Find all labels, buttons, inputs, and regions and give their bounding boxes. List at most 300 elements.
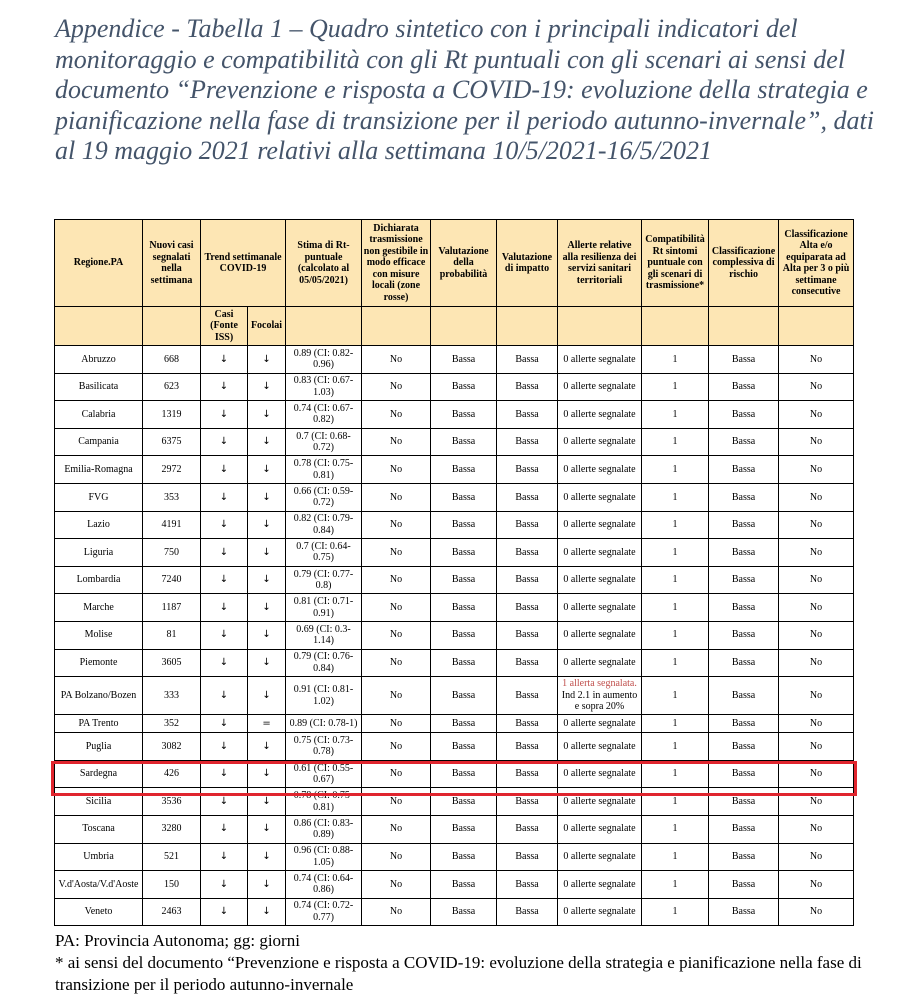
table-row [55, 733, 854, 761]
cell-impatto: Bassa [497, 843, 558, 871]
cell-rt: 0.74 (CI: 0.64-0.86) [286, 871, 362, 899]
arrow-down-icon: ↓ [248, 649, 286, 677]
arrow-down-icon: ↓ [248, 456, 286, 484]
cell-probabilita: Bassa [431, 649, 497, 677]
arrow-down-icon: ↓ [201, 401, 248, 429]
cell-classificazione: Bassa [709, 401, 779, 429]
cell-impatto: Bassa [497, 871, 558, 899]
cell-rt: 0.83 (CI: 0.67-1.03) [286, 373, 362, 401]
cell-dichiarata: No [362, 566, 431, 594]
cell-regione: Marche [55, 594, 143, 622]
cell-impatto: Bassa [497, 511, 558, 539]
cell-dichiarata: No [362, 511, 431, 539]
cell-rt: 0.91 (CI: 0.81-1.02) [286, 677, 362, 715]
cell-compatibilita: 1 [642, 715, 709, 733]
arrow-down-icon: ↓ [201, 733, 248, 761]
table-row [55, 815, 854, 843]
cell-probabilita: Bassa [431, 566, 497, 594]
cell-allerte: 0 allerte segnalate [558, 815, 642, 843]
arrow-down-icon: ↓ [248, 539, 286, 567]
cell-casi: 3280 [143, 815, 201, 843]
cell-allerte: 0 allerte segnalate [558, 373, 642, 401]
cell-impatto: Bassa [497, 733, 558, 761]
cell-probabilita: Bassa [431, 815, 497, 843]
document-title: Appendice - Tabella 1 – Quadro sintetico con i principali indicatori del monitoraggio e compatibilità con gli Rt puntuali con gli scenari ai sensi del documento “Prevenzione e risposta a COVID-19: evoluzione della strategia e pianificazione nella fase di transizione per il periodo autunno-invernale”, dati al 19 maggio 2021 relativi alla settimana 10/5/2021-16/5/2021 [55, 14, 874, 165]
cell-alta: No [779, 401, 854, 429]
header-trend: Trend settimanale COVID-19 [201, 220, 286, 307]
cell-allerte: 0 allerte segnalate [558, 346, 642, 374]
cell-compatibilita: 1 [642, 401, 709, 429]
arrow-down-icon: ↓ [248, 511, 286, 539]
table-row [55, 346, 854, 374]
cell-classificazione: Bassa [709, 677, 779, 715]
cell-allerte: 0 allerte segnalate [558, 621, 642, 649]
cell-impatto: Bassa [497, 594, 558, 622]
cell-probabilita: Bassa [431, 871, 497, 899]
arrow-down-icon: ↓ [201, 649, 248, 677]
cell-casi: 3536 [143, 788, 201, 816]
cell-compatibilita: 1 [642, 677, 709, 715]
cell-casi: 353 [143, 483, 201, 511]
cell-dichiarata: No [362, 649, 431, 677]
cell-alta: No [779, 566, 854, 594]
cell-allerte: 0 allerte segnalate [558, 539, 642, 567]
arrow-down-icon: ↓ [201, 539, 248, 567]
cell-classificazione: Bassa [709, 539, 779, 567]
cell-regione: Veneto [55, 898, 143, 926]
cell-probabilita: Bassa [431, 373, 497, 401]
header-rt: Stima di Rt-puntuale (calcolato al 05/05/2021) [286, 220, 362, 307]
cell-casi: 521 [143, 843, 201, 871]
header-allerte: Allerte relative alla resilienza dei servizi sanitari territoriali [558, 220, 642, 307]
table-row [55, 760, 854, 788]
cell-rt: 0.61 (CI: 0.55-0.67) [286, 760, 362, 788]
cell-impatto: Bassa [497, 456, 558, 484]
cell-casi: 2972 [143, 456, 201, 484]
cell-alta: No [779, 594, 854, 622]
subheader-empty [431, 307, 497, 346]
cell-rt: 0.7 (CI: 0.68-0.72) [286, 428, 362, 456]
cell-compatibilita: 1 [642, 898, 709, 926]
cell-dichiarata: No [362, 760, 431, 788]
cell-compatibilita: 1 [642, 483, 709, 511]
cell-allerte: 0 allerte segnalate [558, 401, 642, 429]
cell-impatto: Bassa [497, 566, 558, 594]
cell-dichiarata: No [362, 483, 431, 511]
table-row [55, 401, 854, 429]
alert-count: 1 allerta segnalata. [562, 678, 637, 690]
cell-rt: 0.79 (CI: 0.76-0.84) [286, 649, 362, 677]
cell-allerte: 0 allerte segnalate [558, 733, 642, 761]
arrow-down-icon: ↓ [248, 594, 286, 622]
cell-allerte: 0 allerte segnalate [558, 511, 642, 539]
cell-classificazione: Bassa [709, 511, 779, 539]
cell-compatibilita: 1 [642, 456, 709, 484]
cell-probabilita: Bassa [431, 483, 497, 511]
cell-dichiarata: No [362, 733, 431, 761]
cell-compatibilita: 1 [642, 346, 709, 374]
cell-compatibilita: 1 [642, 511, 709, 539]
cell-allerte: 0 allerte segnalate [558, 715, 642, 733]
cell-regione: FVG [55, 483, 143, 511]
subheader-empty [55, 307, 143, 346]
cell-alta: No [779, 621, 854, 649]
cell-classificazione: Bassa [709, 760, 779, 788]
header-nuovi-casi: Nuovi casi segnalati nella settimana [143, 220, 201, 307]
cell-probabilita: Bassa [431, 715, 497, 733]
header-probabilita: Valutazione della probabilità [431, 220, 497, 307]
cell-regione: Campania [55, 428, 143, 456]
cell-dichiarata: No [362, 346, 431, 374]
cell-alta: No [779, 898, 854, 926]
cell-dichiarata: No [362, 456, 431, 484]
cell-probabilita: Bassa [431, 677, 497, 715]
cell-dichiarata: No [362, 621, 431, 649]
cell-casi: 750 [143, 539, 201, 567]
cell-probabilita: Bassa [431, 788, 497, 816]
cell-dichiarata: No [362, 715, 431, 733]
cell-casi: 352 [143, 715, 201, 733]
cell-rt: 0.78 (CI: 0.75-0.81) [286, 788, 362, 816]
cell-allerte: 0 allerte segnalate [558, 649, 642, 677]
cell-compatibilita: 1 [642, 815, 709, 843]
cell-impatto: Bassa [497, 677, 558, 715]
arrow-down-icon: ↓ [201, 760, 248, 788]
arrow-down-icon: ↓ [248, 566, 286, 594]
arrow-down-icon: ↓ [201, 843, 248, 871]
cell-allerte: 0 allerte segnalate [558, 871, 642, 899]
cell-regione: Basilicata [55, 373, 143, 401]
cell-allerte: 0 allerte segnalate [558, 456, 642, 484]
table-row [55, 539, 854, 567]
cell-dichiarata: No [362, 539, 431, 567]
arrow-down-icon: ↓ [201, 788, 248, 816]
cell-classificazione: Bassa [709, 373, 779, 401]
cell-allerte: 0 allerte segnalate [558, 788, 642, 816]
cell-alta: No [779, 428, 854, 456]
cell-classificazione: Bassa [709, 715, 779, 733]
arrow-down-icon: ↓ [248, 733, 286, 761]
cell-regione: Lazio [55, 511, 143, 539]
arrow-down-icon: ↓ [201, 621, 248, 649]
arrow-down-icon: ↓ [248, 428, 286, 456]
cell-rt: 0.74 (CI: 0.67-0.82) [286, 401, 362, 429]
table-row [55, 677, 854, 715]
cell-compatibilita: 1 [642, 566, 709, 594]
arrow-down-icon: ↓ [248, 483, 286, 511]
cell-impatto: Bassa [497, 483, 558, 511]
arrow-down-icon: ↓ [201, 715, 248, 733]
header-compatibilita: Compatibilità Rt sintomi puntuale con gli scenari di trasmissione* [642, 220, 709, 307]
cell-dichiarata: No [362, 843, 431, 871]
cell-regione: Lombardia [55, 566, 143, 594]
footnotes [55, 930, 895, 996]
cell-casi: 668 [143, 346, 201, 374]
cell-dichiarata: No [362, 428, 431, 456]
cell-rt: 0.89 (CI: 0.78-1) [286, 715, 362, 733]
cell-classificazione: Bassa [709, 733, 779, 761]
cell-classificazione: Bassa [709, 788, 779, 816]
cell-regione: Abruzzo [55, 346, 143, 374]
cell-alta: No [779, 815, 854, 843]
cell-allerte: 0 allerte segnalate [558, 760, 642, 788]
cell-regione: V.d'Aosta/V.d'Aoste [55, 871, 143, 899]
cell-probabilita: Bassa [431, 456, 497, 484]
cell-casi: 3082 [143, 733, 201, 761]
subheader-empty [286, 307, 362, 346]
cell-classificazione: Bassa [709, 621, 779, 649]
cell-compatibilita: 1 [642, 843, 709, 871]
cell-regione: Sicilia [55, 788, 143, 816]
cell-alta: No [779, 715, 854, 733]
cell-rt: 0.81 (CI: 0.71-0.91) [286, 594, 362, 622]
footnote-reference: * ai sensi del documento “Prevenzione e risposta a COVID-19: evoluzione della strategia e pianificazione nella fase di transizione per il periodo autunno-invernale [55, 953, 862, 994]
table-row [55, 511, 854, 539]
cell-regione: Emilia-Romagna [55, 456, 143, 484]
cell-probabilita: Bassa [431, 346, 497, 374]
cell-compatibilita: 1 [642, 760, 709, 788]
cell-rt: 0.7 (CI: 0.64-0.75) [286, 539, 362, 567]
cell-rt: 0.74 (CI: 0.72-0.77) [286, 898, 362, 926]
subheader-empty [143, 307, 201, 346]
arrow-down-icon: ↓ [201, 594, 248, 622]
equal-icon: = [248, 715, 286, 733]
cell-probabilita: Bassa [431, 898, 497, 926]
cell-probabilita: Bassa [431, 511, 497, 539]
cell-alta: No [779, 539, 854, 567]
cell-compatibilita: 1 [642, 621, 709, 649]
cell-probabilita: Bassa [431, 843, 497, 871]
cell-allerte: 0 allerte segnalate [558, 483, 642, 511]
arrow-down-icon: ↓ [201, 898, 248, 926]
cell-rt: 0.82 (CI: 0.79-0.84) [286, 511, 362, 539]
cell-impatto: Bassa [497, 346, 558, 374]
table-body [55, 346, 854, 926]
cell-classificazione: Bassa [709, 871, 779, 899]
cell-rt: 0.66 (CI: 0.59-0.72) [286, 483, 362, 511]
arrow-down-icon: ↓ [201, 456, 248, 484]
table-row [55, 428, 854, 456]
cell-regione: Piemonte [55, 649, 143, 677]
cell-compatibilita: 1 [642, 733, 709, 761]
table-row [55, 843, 854, 871]
subheader-empty [709, 307, 779, 346]
arrow-down-icon: ↓ [201, 677, 248, 715]
cell-alta: No [779, 483, 854, 511]
cell-regione: Puglia [55, 733, 143, 761]
alert-note: Ind 2.1 in aumento e sopra 20% [561, 689, 638, 713]
cell-casi: 1319 [143, 401, 201, 429]
cell-probabilita: Bassa [431, 760, 497, 788]
cell-casi: 81 [143, 621, 201, 649]
subheader-focolai: Focolai [248, 307, 286, 346]
cell-alta: No [779, 649, 854, 677]
header-impatto: Valutazione di impatto [497, 220, 558, 307]
cell-casi: 2463 [143, 898, 201, 926]
indicators-table [54, 219, 854, 926]
cell-alta: No [779, 733, 854, 761]
table-row [55, 373, 854, 401]
cell-rt: 0.78 (CI: 0.75-0.81) [286, 456, 362, 484]
arrow-down-icon: ↓ [201, 871, 248, 899]
arrow-down-icon: ↓ [248, 815, 286, 843]
cell-alta: No [779, 511, 854, 539]
cell-allerte: 0 allerte segnalate [558, 566, 642, 594]
cell-classificazione: Bassa [709, 346, 779, 374]
cell-compatibilita: 1 [642, 788, 709, 816]
table-row [55, 456, 854, 484]
cell-impatto: Bassa [497, 621, 558, 649]
cell-alta: No [779, 843, 854, 871]
cell-rt: 0.79 (CI: 0.77-0.8) [286, 566, 362, 594]
arrow-down-icon: ↓ [248, 898, 286, 926]
cell-alta: No [779, 456, 854, 484]
cell-casi: 426 [143, 760, 201, 788]
cell-classificazione: Bassa [709, 566, 779, 594]
arrow-down-icon: ↓ [201, 483, 248, 511]
cell-alta: No [779, 760, 854, 788]
header-alta: Classificazione Alta e/o equiparata ad Alta per 3 o più settimane consecutive [779, 220, 854, 307]
cell-rt: 0.86 (CI: 0.83-0.89) [286, 815, 362, 843]
cell-impatto: Bassa [497, 760, 558, 788]
cell-casi: 4191 [143, 511, 201, 539]
cell-impatto: Bassa [497, 428, 558, 456]
cell-compatibilita: 1 [642, 428, 709, 456]
arrow-down-icon: ↓ [201, 373, 248, 401]
cell-alta: No [779, 346, 854, 374]
footnote-abbreviations: PA: Provincia Autonoma; gg: giorni [55, 931, 300, 950]
table-row [55, 483, 854, 511]
cell-dichiarata: No [362, 788, 431, 816]
subheader-empty [497, 307, 558, 346]
table-row [55, 621, 854, 649]
cell-impatto: Bassa [497, 898, 558, 926]
table-row [55, 566, 854, 594]
cell-impatto: Bassa [497, 715, 558, 733]
table-header [55, 220, 854, 346]
cell-dichiarata: No [362, 373, 431, 401]
table-row [55, 898, 854, 926]
cell-regione: Sardegna [55, 760, 143, 788]
arrow-down-icon: ↓ [248, 621, 286, 649]
cell-rt: 0.89 (CI: 0.82-0.96) [286, 346, 362, 374]
cell-dichiarata: No [362, 401, 431, 429]
arrow-down-icon: ↓ [201, 511, 248, 539]
arrow-down-icon: ↓ [248, 843, 286, 871]
table-row [55, 871, 854, 899]
arrow-down-icon: ↓ [248, 788, 286, 816]
arrow-down-icon: ↓ [201, 815, 248, 843]
cell-probabilita: Bassa [431, 621, 497, 649]
cell-alta: No [779, 677, 854, 715]
cell-classificazione: Bassa [709, 456, 779, 484]
subheader-casi: Casi (Fonte ISS) [201, 307, 248, 346]
arrow-down-icon: ↓ [201, 346, 248, 374]
cell-alta: No [779, 871, 854, 899]
cell-classificazione: Bassa [709, 649, 779, 677]
cell-rt: 0.69 (CI: 0.3-1.14) [286, 621, 362, 649]
table-row [55, 788, 854, 816]
cell-regione: Calabria [55, 401, 143, 429]
arrow-down-icon: ↓ [248, 373, 286, 401]
cell-casi: 1187 [143, 594, 201, 622]
cell-casi: 150 [143, 871, 201, 899]
cell-classificazione: Bassa [709, 898, 779, 926]
cell-regione: PA Bolzano/Bozen [55, 677, 143, 715]
subheader-empty [779, 307, 854, 346]
arrow-down-icon: ↓ [201, 566, 248, 594]
cell-impatto: Bassa [497, 649, 558, 677]
cell-compatibilita: 1 [642, 649, 709, 677]
cell-classificazione: Bassa [709, 843, 779, 871]
cell-casi: 3605 [143, 649, 201, 677]
cell-allerte: 0 allerte segnalate [558, 428, 642, 456]
header-dichiarata: Dichiarata trasmissione non gestibile in modo efficace con misure locali (zone rosse) [362, 220, 431, 307]
cell-classificazione: Bassa [709, 594, 779, 622]
header-classificazione: Classificazione complessiva di rischio [709, 220, 779, 307]
cell-allerte: 0 allerte segnalate [558, 843, 642, 871]
cell-probabilita: Bassa [431, 539, 497, 567]
cell-regione: Umbria [55, 843, 143, 871]
cell-impatto: Bassa [497, 539, 558, 567]
header-regione: Regione.PA [55, 220, 143, 307]
cell-compatibilita: 1 [642, 594, 709, 622]
cell-rt: 0.96 (CI: 0.88-1.05) [286, 843, 362, 871]
cell-compatibilita: 1 [642, 539, 709, 567]
cell-casi: 6375 [143, 428, 201, 456]
arrow-down-icon: ↓ [248, 760, 286, 788]
cell-dichiarata: No [362, 677, 431, 715]
subheader-empty [642, 307, 709, 346]
cell-regione: Molise [55, 621, 143, 649]
cell-dichiarata: No [362, 815, 431, 843]
cell-casi: 333 [143, 677, 201, 715]
cell-dichiarata: No [362, 594, 431, 622]
table-row [55, 594, 854, 622]
cell-probabilita: Bassa [431, 401, 497, 429]
cell-regione: Liguria [55, 539, 143, 567]
cell-impatto: Bassa [497, 401, 558, 429]
cell-impatto: Bassa [497, 815, 558, 843]
arrow-down-icon: ↓ [248, 401, 286, 429]
cell-regione: Toscana [55, 815, 143, 843]
cell-allerte: 0 allerte segnalate [558, 594, 642, 622]
cell-casi: 7240 [143, 566, 201, 594]
cell-compatibilita: 1 [642, 373, 709, 401]
cell-probabilita: Bassa [431, 428, 497, 456]
cell-impatto: Bassa [497, 373, 558, 401]
cell-allerte: 0 allerte segnalate [558, 898, 642, 926]
cell-probabilita: Bassa [431, 594, 497, 622]
table-row [55, 715, 854, 733]
cell-probabilita: Bassa [431, 733, 497, 761]
table-row [55, 649, 854, 677]
cell-dichiarata: No [362, 898, 431, 926]
cell-classificazione: Bassa [709, 815, 779, 843]
cell-rt: 0.75 (CI: 0.73-0.78) [286, 733, 362, 761]
cell-regione: PA Trento [55, 715, 143, 733]
cell-allerte [558, 677, 642, 715]
cell-alta: No [779, 788, 854, 816]
cell-classificazione: Bassa [709, 483, 779, 511]
cell-alta: No [779, 373, 854, 401]
arrow-down-icon: ↓ [248, 677, 286, 715]
arrow-down-icon: ↓ [248, 871, 286, 899]
cell-classificazione: Bassa [709, 428, 779, 456]
cell-compatibilita: 1 [642, 871, 709, 899]
arrow-down-icon: ↓ [248, 346, 286, 374]
cell-impatto: Bassa [497, 788, 558, 816]
